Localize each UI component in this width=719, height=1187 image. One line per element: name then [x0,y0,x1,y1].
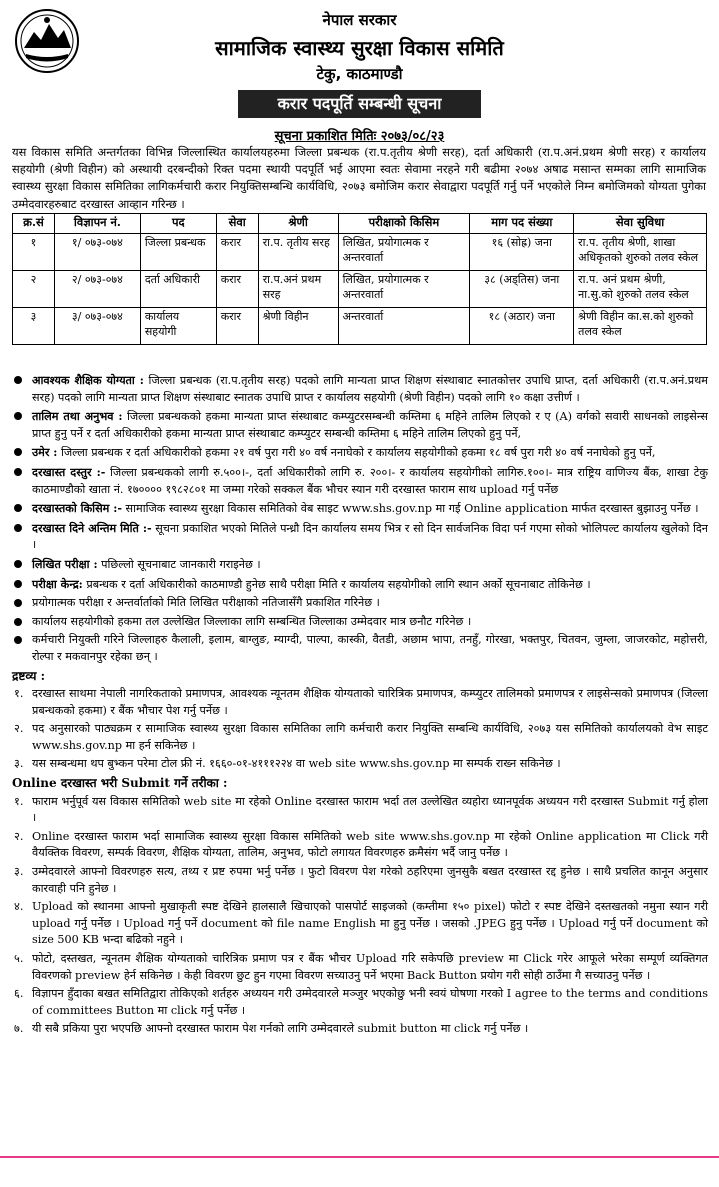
table-cell: दर्ता अधिकारी [140,271,216,308]
bullet-icon [14,580,22,588]
note-item: १. दरखास्त साथमा नेपाली नागरिकताको प्रमाणपत्र, आवश्यक न्यूनतम शैक्षिक योग्यताको चारित्रिक प्रमाणपत्र, कम्प्युटर तालिमको प्रमाणपत्र र लाइसेन्सको प्रमाणपत्र (जिल्ला प्रबन्धकको हकमा) र बैंक भौचार पेश गर्नु पर्नेछ । [14,687,708,717]
bullet-icon [14,560,22,568]
organization-address: टेकु, काठमाण्डौ [316,65,403,83]
procedure-step: ५. फोटो, दस्तखत, न्यूनतम शैक्षिक योग्यताको चारित्रिक प्रमाण पत्र र बैंक भौचर Upload गरि सकेपछि preview मा Click गरेर आफूले भरेका सम्पूर्ण व्यक्तिगत विवरणको preview हेर्न सकिनेछ । केही विवरण छुट हुन गएमा विवरण सच्याउनु पर्ने भएमा Back Button प्रयोग गरी सोही ठाउँमा गै सच्याउनु पर्नेछ । [14,952,708,982]
list-item: कर्मचारी नियुक्ती गरिने जिल्लाहरु कैलाली, इलाम, बाग्लुङ, म्याग्दी, पाल्पा, कास्की, वैतडी, अछाम भापा, तनहुँ, गोरखा, भक्तपुर, चितवन, जुम्ला, जाजरकोट, महोत्तरी, रोल्पा र मकवानपुर रहेका छन् । [12,632,708,665]
table-cell: १८ (अठार) जना [470,308,574,345]
list-item: लिखित परीक्षा : पछिल्लो सूचनाबाट जानकारी गराइनेछ । [12,556,708,574]
list-item: आवश्यक शैक्षिक योग्यता : जिल्ला प्रबन्धक (रा.प.तृतीय सरह) पदको लागि मान्यता प्राप्त शिक्षण संस्थाबाट स्नातकोत्तर उपाधि प्राप्त, दर्ता अधिकारी (रा.प.अनं.प्रथम सरह) पदको लागि मान्यता प्राप्त शिक्षण संस्थाबाट स्नातक उपाधि प्राप्त र कार्यालय सहयोगी (श्रेणी विहीन) पदको लागि १० कक्षा उत्तीर्ण । [12,372,708,406]
table-header: विज्ञापन नं. [54,214,140,234]
note-item: २. पद अनुसारको पाठ्यक्रम र सामाजिक स्वास्थ्य सुरक्षा विकास समितिका लागि कर्मचारी करार नियुक्ति सम्बन्धि कार्यविधि, २०७३ यस समितिको कार्यालयको वेभ साइट www.shs.gov.np मा हर्न सकिनेछ । [14,722,708,752]
table-header: पद [140,214,216,234]
online-procedure-heading: Online दरखास्त भरी Submit गर्ने तरीका : [12,776,228,791]
table-cell: करार [216,234,258,271]
publication-date: सूचना प्रकाशित मितिः २०७३/०८/२३ [274,129,445,144]
bullet-icon [14,504,22,512]
table-cell: १६ (सोह्र) जना [470,234,574,271]
notice-title: करार पदपूर्ति सम्बन्धी सूचना [238,90,481,118]
table-cell: करार [216,271,258,308]
bullet-icon [14,618,22,626]
table-header: माग पद संख्या [470,214,574,234]
table-cell: रा.प. तृतीय सरह [258,234,338,271]
table-cell: कार्यालय सहयोगी [140,308,216,345]
bullet-icon [14,448,22,456]
notes-heading: द्रष्टव्य : [12,668,46,683]
table-cell: २/ ०७३-०७४ [54,271,140,308]
intro-paragraph: यस विकास समिति अन्तर्गतका विभिन्न जिल्लास्थित कार्यालयहरुमा जिल्ला प्रबन्धक (रा.प.तृतीय श्रेणी सरह), दर्ता अधिकारी (रा.प.अनं.प्रथम श्रेणी सरह) र कार्यालय सहयोगी (श्रेणी विहीन) को अस्थायी दरबन्दीको रिक्त पदमा स्थायी पदपूर्ति भई आएमा स्वतः सेवामा नरहने गरी बढीमा २०७४ अषाढ मसान्त सम्मका लागि सामाजिक स्वास्थ्य सुरक्षा विकास समितिका लागिकर्मचारी करार नियुक्तिसम्बन्धि कार्यविधि, २०७३ बमोजिम करार सेवाद्वारा पदपूर्ति गर्नु पर्ने भएकोले निम्न बमोजिमको योग्यता पुगेका उम्मेदवारहरुबाट दरखास्त आव्हान गरिन्छ । [12,145,706,211]
table-row [13,308,707,345]
list-item: कार्यालय सहयोगीको हकमा तल उल्लेखित जिल्लाका लागि सम्बन्धित जिल्लाका उम्मेदवार मात्र छनौट गरिनेछ । [12,614,708,631]
table-cell: २ [13,271,55,308]
table-cell: रा.प. अनं प्रथम श्रेणी, ना.सु.को शुरुको तलव स्केल [574,271,707,308]
table-cell: श्रेणी विहीन का.स.को शुरुको तलव स्केल [574,308,707,345]
table-cell: ३ [13,308,55,345]
bullet-icon [14,468,22,476]
table-header-row [13,214,707,234]
list-item: परीक्षा केन्द्र: प्रबन्धक र दर्ता अधिकारीको काठमाण्डौ हुनेछ साथै परीक्षा मिति र कार्यालय सहयोगीको लागि स्थान अर्को सूचनाबाट तोकिनेछ । [12,576,708,594]
table-header: क्र.सं [13,214,55,234]
bullet-icon [14,524,22,532]
table-cell: जिल्ला प्रबन्धक [140,234,216,271]
requirements-list [12,372,708,1040]
table-header: परीक्षाको किसिम [338,214,470,234]
procedure-step: ६. विज्ञापन हुँदाका बखत समितिद्वारा तोकिएको शर्तहरु अध्ययन गरी उम्मेदवारले मञ्जुर भएकोछु भनी स्वयं घोषणा गरको I agree to the terms and conditions of committees Button मा click गर्नु पर्नेछ । [14,987,708,1017]
table-header: सेवा [216,214,258,234]
list-item: उमेर : जिल्ला प्रबन्धक र दर्ता अधिकारीको हकमा २१ वर्ष पुरा गरी ४० वर्ष ननाघेको र कार्यालय सहयोगीको हकमा १८ वर्ष पुरा गरी ४० वर्ष ननाघेको हुनु पर्ने, [12,444,708,462]
note-item: ३. यस सम्बन्धमा थप बुभ्कन परेमा टोल फ्री नं. १६६०-०१-४१११२२४ वा web site www.shs.gov.np मा सम्पर्क राख्न सकिनेछ । [14,757,561,771]
table-cell: श्रेणी विहीन [258,308,338,345]
vacancy-table [12,213,707,345]
table-cell: लिखित, प्रयोगात्मक र अन्तरवार्ता [338,234,470,271]
procedure-step: ३. उम्मेदवारले आफ्नो विवरणहरु सत्य, तथ्य र प्रष्ट रुपमा भर्नु पर्नेछ । फुटो विवरण पेश गरेको ठहरिएमा जुनसुकै बखत दरखास्त रद्द हुनेछ । साथै प्रचलित कानून अनुसार कारवाही पनि हुनेछ । [14,865,708,895]
table-cell: ३/ ०७३-०७४ [54,308,140,345]
procedure-step: १. फाराम भर्नुपूर्व यस विकास समितिको web site मा रहेको Online दरखास्त फाराम भर्दा तल उल्लेखित व्यहोरा ध्यानपूर्वक अध्ययन गरी दरखास्त Submit गर्नु होला । [14,794,708,825]
table-header: सेवा सुविधा [574,214,707,234]
table-cell: करार [216,308,258,345]
procedure-step: ४. Upload को स्थानमा आफ्नो मुखाकृती स्पष्ट देखिने हालसालै खिचाएको पासपोर्ट साइजको (कम्तीमा १५० pixel) फोटो र स्पष्ट देखिने दस्तखतको नमुना स्यान गरी upload गर्नु पर्नेछ । Upload गर्नु पर्ने document को file name English मा हुनु पर्नेछ । जसको .JPEG हुनु पर्नेछ । Upload गर्नु पर्ने document को size 500 KB भन्दा बढिको नहुने । [14,900,708,947]
procedure-step: २. Online दरखास्त फाराम भर्दा सामाजिक स्वास्थ्य सुरक्षा विकास समितिको web site www.shs.gov.np मा रहेको Online application मा Click गरी वैयक्तिक विवरण, सम्पर्क विवरण, शैक्षिक योग्यता, तालिम, अनुभव, फोटो लगायत विवरणहरु क्रमैसंग भर्दै जानु पर्नेछ । [14,829,708,860]
list-item: दरखास्तको किसिम :- सामाजिक स्वास्थ्य सुरक्षा विकास समितिको वेब साइट www.shs.gov.np मा गई Online application मार्फत दरखास्त बुझाउनु पर्नेछ । [12,500,708,518]
table-cell: रा.प. तृतीय श्रेणी, शाखा अधिकृतको शुरुको तलव स्केल [574,234,707,271]
table-row [13,271,707,308]
table-cell: १/ ०७३-०७४ [54,234,140,271]
table-cell: ३८ (अड्तिस) जना [470,271,574,308]
list-item: तालिम तथा अनुभव : जिल्ला प्रबन्धकको हकमा मान्यता प्राप्त संस्थाबाट कम्प्युटरसम्बन्धी कम्तिमा ६ महिने तालिम लिएको र ए (A) वर्गको सवारी साधनको लाइसेन्स प्राप्त हुनु पर्ने र दर्ता अधिकारीको हकमा मान्यता प्राप्त संस्थाबाट कम्प्युटर सम्बन्धी कम्तिमा ६ महिने तालिम लिएको हुनु पर्ने, [12,408,708,442]
table-cell: रा.प.अनं प्रथम सरह [258,271,338,308]
bullet-icon [14,412,22,420]
government-name: नेपाल सरकार [322,11,397,29]
bullet-icon [14,376,22,384]
list-item: प्रयोगात्मक परीक्षा र अन्तर्वार्ताको मिति लिखित परीक्षाको नतिजासँगै प्रकाशित गरिनेछ । [12,595,708,612]
bullet-icon [14,599,22,607]
table-header: श्रेणी [258,214,338,234]
table-cell: लिखित, प्रयोगात्मक र अन्तरवार्ता [338,271,470,308]
list-item: दरखास्त दिने अन्तिम मिति :- सूचना प्रकाशित भएको मितिले पन्ध्रौ दिन कार्यालय समय भित्र र सो दिन सार्वजनिक विदा पर्न गएमा सोको भोलिपल्ट कार्यालय खुलेको दिन । [12,520,708,554]
table-cell: अन्तरवार्ता [338,308,470,345]
bullet-icon [14,636,22,644]
organization-name: सामाजिक स्वास्थ्य सुरक्षा विकास समिति [215,36,504,60]
bottom-divider [0,1156,719,1158]
table-cell: १ [13,234,55,271]
list-item: दरखास्त दस्तुर :- जिल्ला प्रबन्धकको लागी रु.५००।-, दर्ता अधिकारीको लागि रु. २००।- र कार्यालय सहयोगीको लागिरु.१००।- मात्र राष्ट्रिय वाणिज्य बैंक, शाखा टेकु काठमाण्डौको खाता नं. १७०००० १९८२८०१ मा जम्मा गरेको सक्कल बैंक भौचर स्यान गरी दरखास्त फाराम साथ upload गर्नु पर्नेछ [12,464,708,498]
table-row [13,234,707,271]
procedure-step: ७. यी सबै प्रकिया पुरा भएपछि आफ्नो दरखास्त फाराम पेश गर्नको लागि उम्मेदवारले submit button मा click गर्नु पर्नेछ । [14,1022,529,1036]
